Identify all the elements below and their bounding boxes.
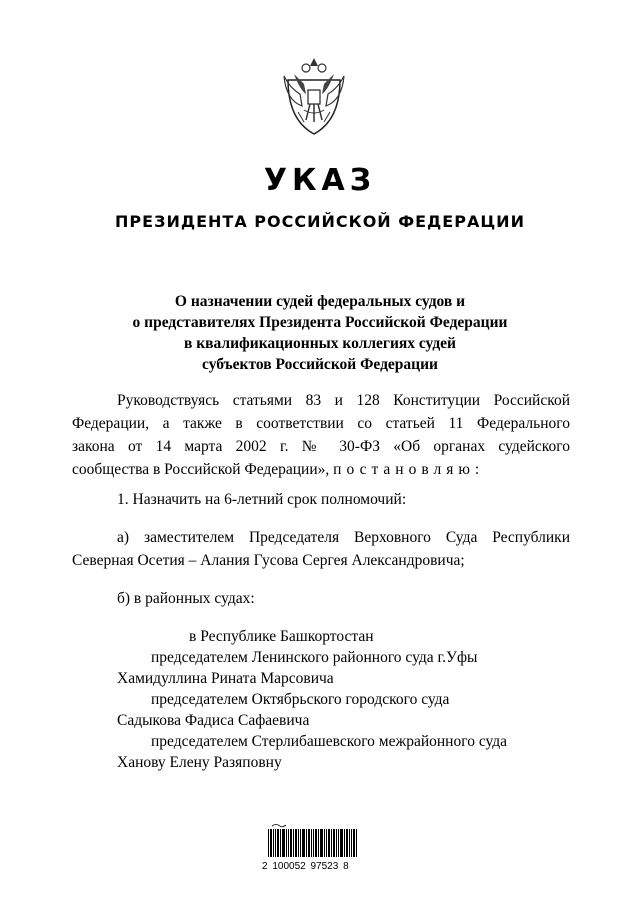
preamble-line: Федерации, а также в соответствии со статьей 11 Федерального (72, 415, 570, 432)
document-subtitle: ПРЕЗИДЕНТА РОССИЙСКОЙ ФЕДЕРАЦИИ (115, 212, 525, 231)
preamble-line: Руководствуясь статьями 83 и 128 Конституции Российской (117, 392, 570, 409)
preamble-line: закона от 14 марта 2002 г. № 30-ФЗ «Об органах судейского (72, 438, 570, 455)
region-label: в Республике Башкортостан (189, 628, 374, 645)
appointment-name: Садыкова Фадиса Сафаевича (117, 712, 310, 729)
item-1: 1. Назначить на 6-летний срок полномочий: (117, 491, 407, 508)
appointment-position: председателем Стерлибашевского межрайонного суда (151, 733, 508, 750)
barcode-number: 2 100052 97523 8 (262, 861, 349, 872)
coat-of-arms-icon (280, 50, 348, 140)
item-b: б) в районных судах: (117, 590, 255, 607)
heading-line: в квалификационных коллегиях судей (184, 335, 456, 352)
heading-line: субъектов Российской Федерации (202, 356, 438, 373)
barcode-icon (268, 823, 358, 857)
appointment-name: Ханову Елену Разяповну (117, 754, 282, 771)
document-title: УКАЗ (263, 163, 377, 198)
appointment-name: Хамидуллина Рината Марсовича (117, 670, 334, 687)
heading-line: О назначении судей федеральных судов и (174, 293, 466, 310)
preamble-line: сообщества в Российской Федерации», постановляю: (72, 461, 485, 478)
appointment-position: председателем Ленинского районного суда г.Уфы (151, 649, 478, 666)
item-a-line: Северная Осетия – Алания Гусова Сергея Александровича; (72, 552, 465, 569)
item-a-line: а) заместителем Председателя Верховного Суда Республики (117, 529, 570, 546)
heading-line: о представителях Президента Российской Федерации (132, 314, 508, 331)
decree-heading (0, 291, 640, 375)
resolve-word: постановляю: (333, 461, 485, 478)
appointment-position: председателем Октябрьского городского суда (151, 691, 450, 708)
